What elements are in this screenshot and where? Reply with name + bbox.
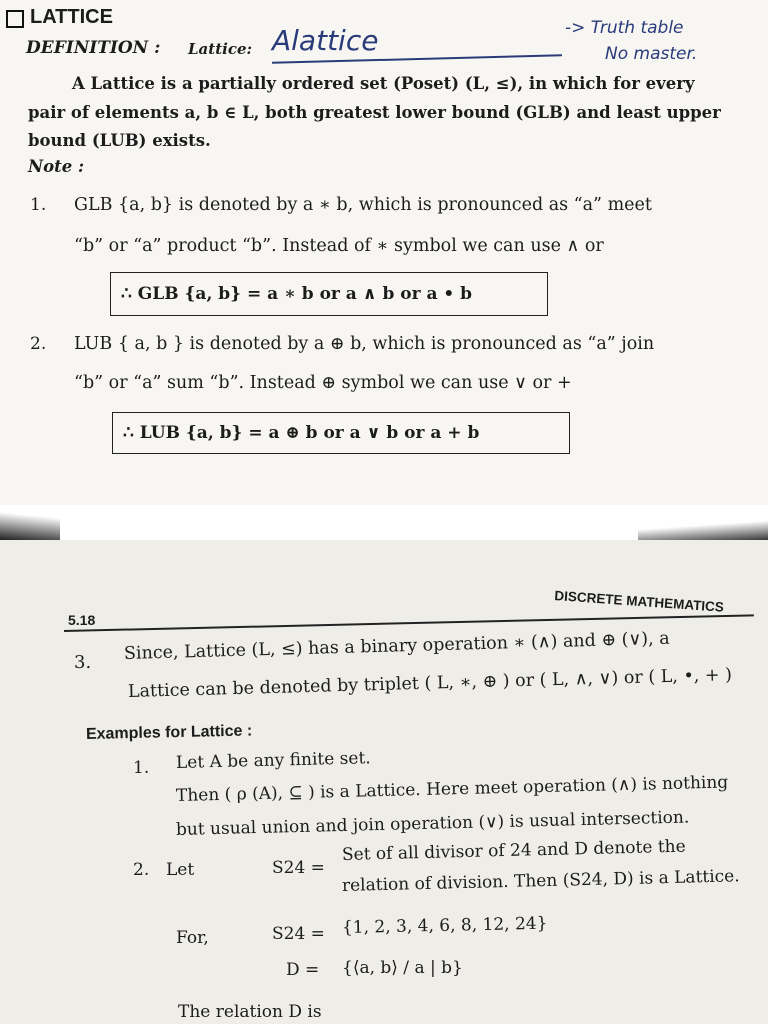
example-2-number: 2.	[133, 860, 150, 880]
example-2-d-eq: D =	[286, 960, 320, 980]
relation-line: The relation D is	[178, 1002, 322, 1022]
example-1-line-3: but usual union and join operation (∨) is usual intersection.	[175, 807, 690, 840]
definition-line-1: A Lattice is a partially ordered set (Poset) (L, ≤), in which for every	[72, 74, 695, 93]
example-2-s24-b: S24 =	[272, 924, 325, 944]
example-2-let: Let	[166, 860, 195, 880]
item-2-number: 2.	[30, 334, 47, 354]
item-1-line-1: GLB {a, b} is denoted by a ∗ b, which is pronounced as “a” meet	[74, 195, 652, 215]
definition-label: DEFINITION :	[26, 38, 161, 58]
glb-box	[110, 272, 548, 316]
lub-formula: ∴ LUB {a, b} = a ⊕ b or a ∨ b or a + b	[123, 423, 480, 443]
top-page	[0, 0, 768, 510]
item-3-line-2: Lattice can be denoted by triplet ( L, ∗, ⊕ ) or ( L, ∧, ∨) or ( L, •, + )	[127, 665, 733, 702]
example-1-line-1: Let A be any finite set.	[175, 748, 371, 773]
examples-heading: Examples for Lattice :	[85, 722, 253, 743]
running-head: DISCRETE MATHEMATICS	[553, 588, 725, 615]
example-2-def-line-1: Set of all divisor of 24 and D denote the	[341, 836, 686, 865]
page-number: 5.18	[68, 612, 96, 628]
lub-box	[112, 412, 570, 454]
item-3-number: 3.	[74, 652, 92, 673]
example-1-line-2: Then ( ρ (A), ⊆ ) is a Lattice. Here meet operation (∧) is nothing	[175, 772, 729, 806]
glb-formula: ∴ GLB {a, b} = a ∗ b or a ∧ b or a • b	[121, 284, 473, 304]
definition-line-2: pair of elements a, b ∈ L, both greatest lower bound (GLB) and least upper	[28, 103, 721, 122]
example-2-for: For,	[176, 928, 209, 948]
item-1-number: 1.	[30, 195, 47, 215]
example-2-d-set: {⟨a, b⟩ / a | b}	[342, 958, 463, 978]
item-1-line-2: “b” or “a” product “b”. Instead of ∗ symbol we can use ∧ or	[74, 236, 604, 256]
item-3-line-1: Since, Lattice (L, ≤) has a binary operation ∗ (∧) and ⊕ (∨), a	[123, 628, 670, 664]
example-2-s24: S24 =	[272, 858, 325, 878]
bottom-page	[0, 540, 768, 1024]
definition-line-3: bound (LUB) exists.	[28, 131, 211, 150]
item-2-line-1: LUB { a, b } is denoted by a ⊕ b, which is pronounced as “a” join	[74, 334, 655, 354]
checkbox-icon	[6, 10, 24, 28]
handwritten-note-right-2: No master.	[605, 44, 698, 64]
lattice-label: Lattice:	[188, 40, 253, 58]
example-1-number: 1.	[133, 758, 150, 778]
example-2-def-line-2: relation of division. Then (S24, D) is a Lattice.	[341, 866, 740, 896]
item-2-line-2: “b” or “a” sum “b”. Instead ⊕ symbol we can use ∨ or +	[74, 373, 572, 393]
example-2-set: {1, 2, 3, 4, 6, 8, 12, 24}	[341, 913, 548, 938]
note-label: Note :	[28, 157, 85, 176]
section-heading: LATTICE	[30, 6, 113, 28]
handwritten-note-right-1: -> Truth table	[565, 18, 684, 38]
handwritten-note-left: Alattice	[272, 24, 379, 57]
